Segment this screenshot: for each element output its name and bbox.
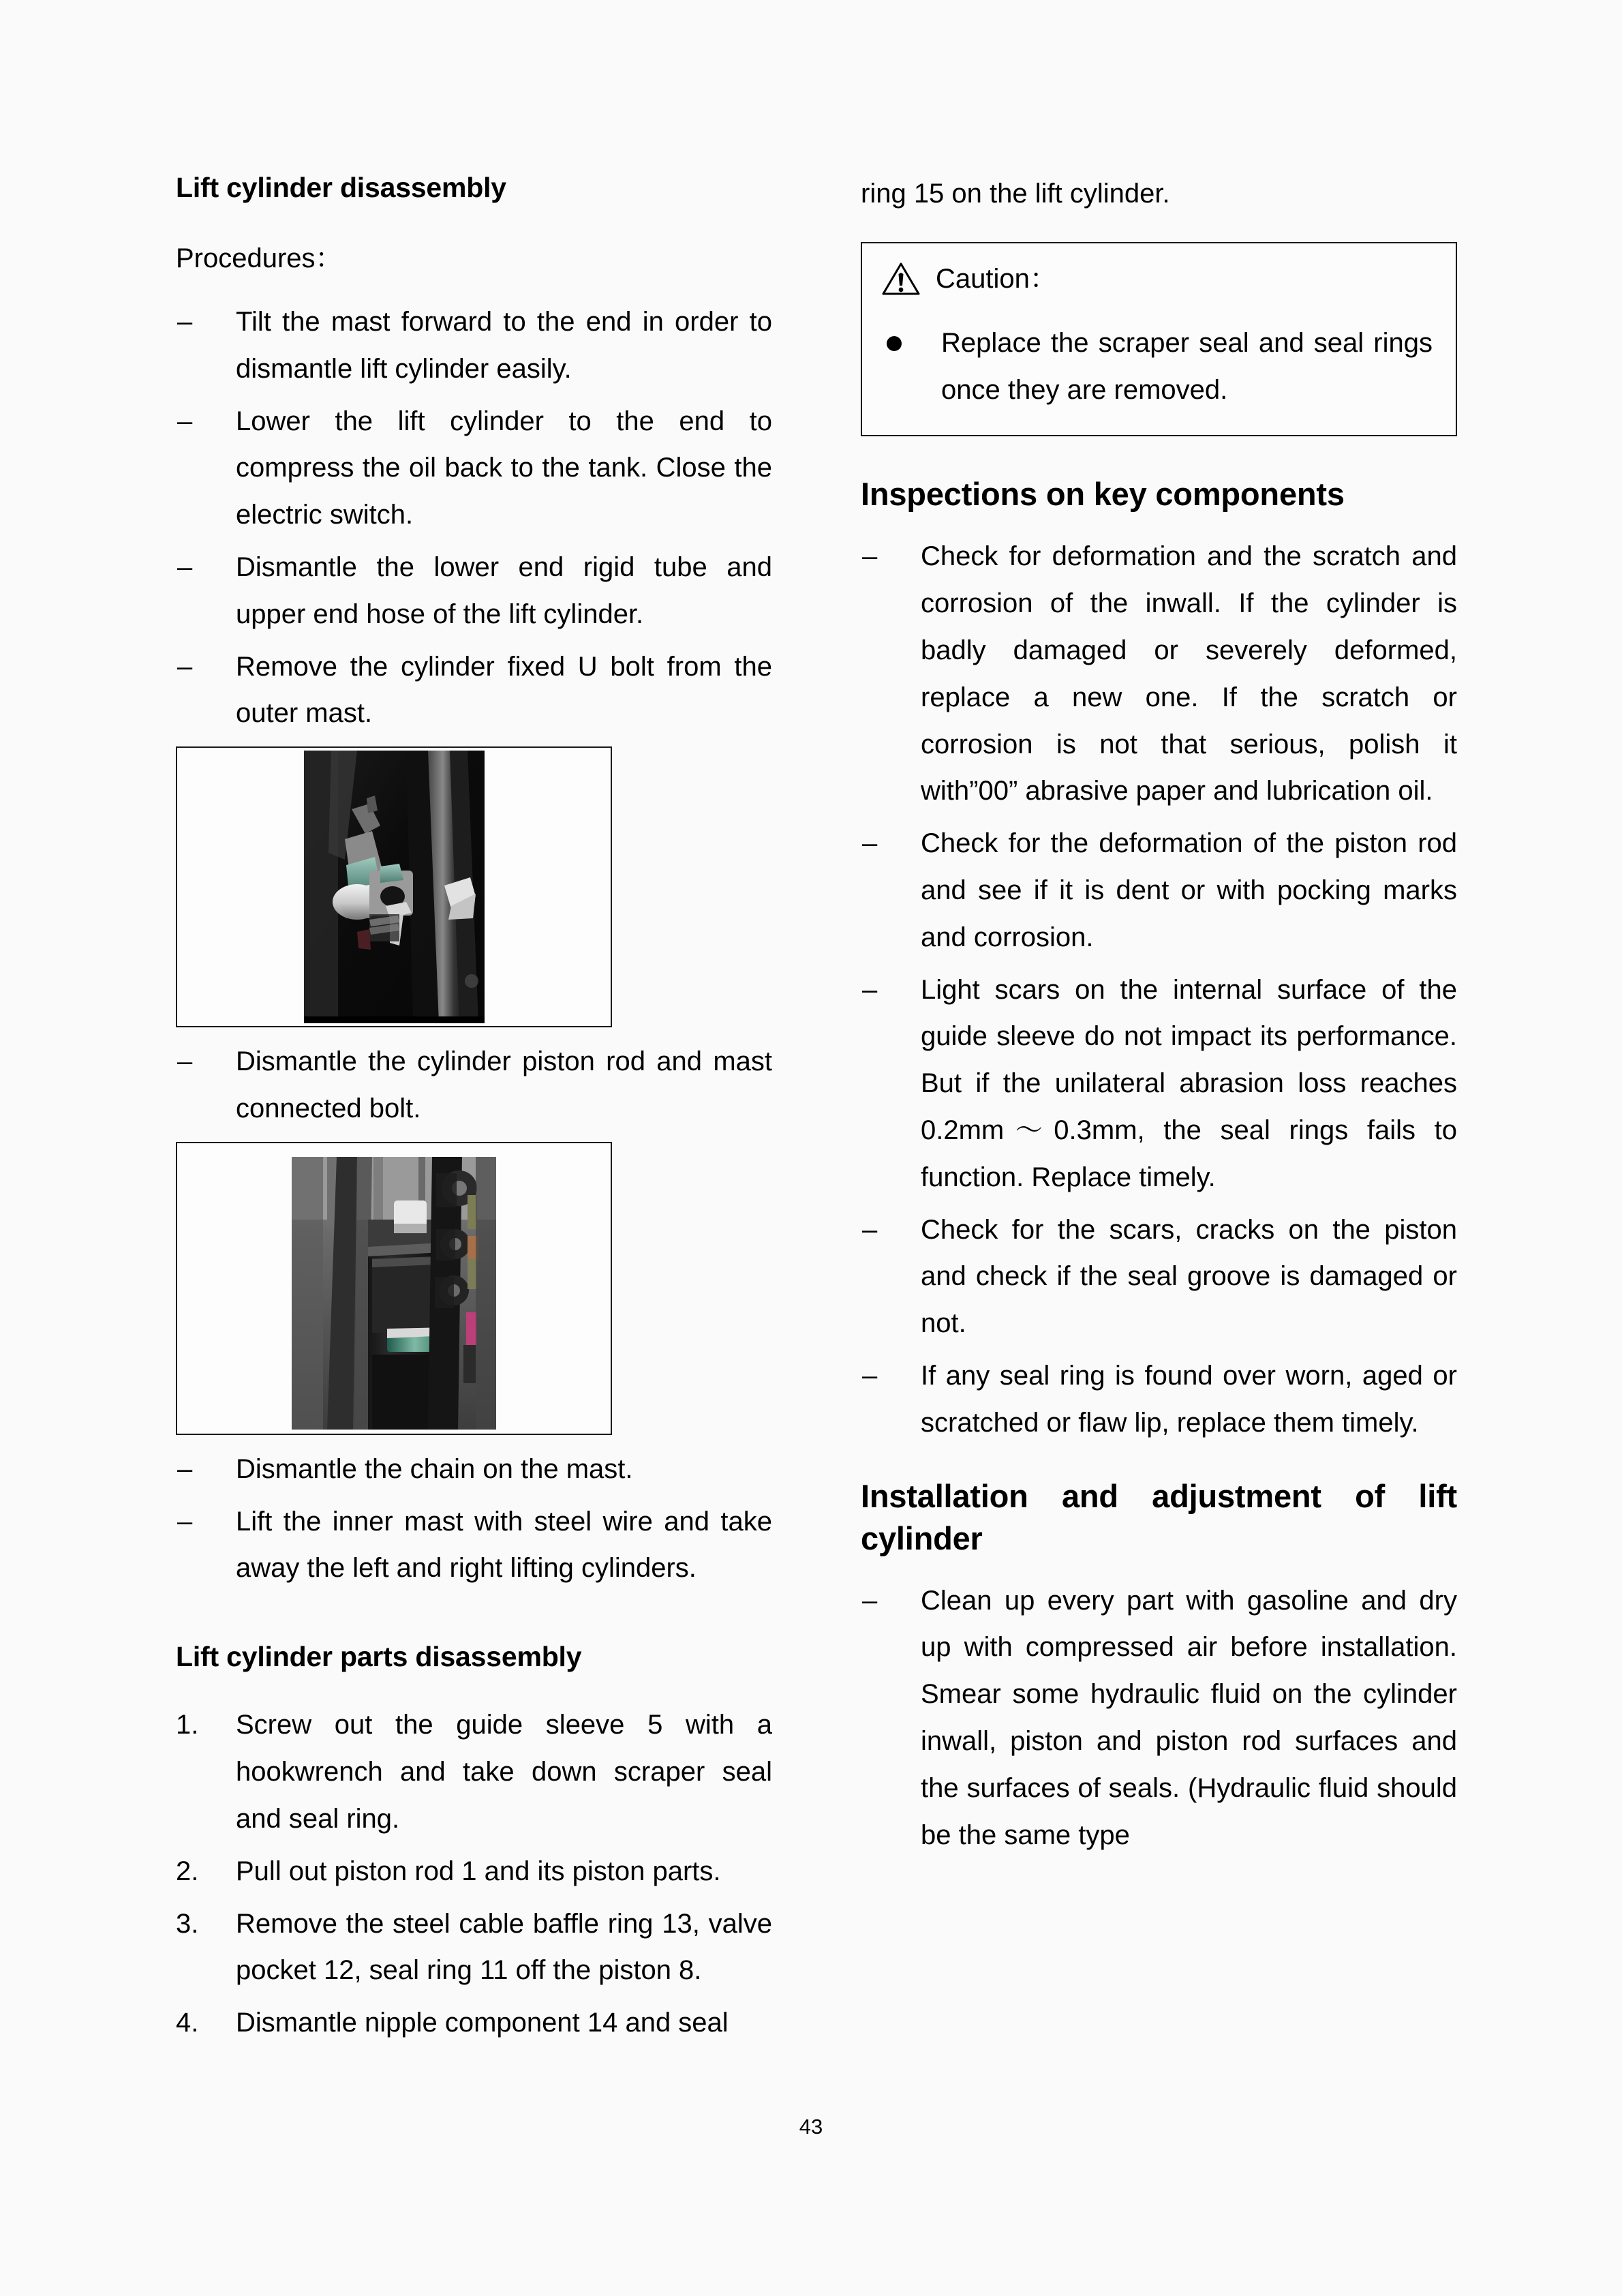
dash-marker: – <box>862 1360 878 1391</box>
list-item-text: Check for the scars, cracks on the piston and check if the seal groove is damaged or not. <box>921 1214 1457 1339</box>
page-number: 43 <box>799 2115 823 2139</box>
dash-marker: – <box>862 1585 878 1616</box>
piston-rod-mast-bolt-photo <box>292 1157 496 1430</box>
section-heading-installation-and-adjustment: Installation and adjustment of lift cylinder <box>861 1477 1457 1556</box>
dash-marker: – <box>177 552 193 583</box>
list-item <box>861 820 1457 961</box>
list-item <box>861 967 1457 1201</box>
list-item <box>176 644 772 738</box>
right-column <box>861 170 1457 2079</box>
continued-paragraph: ring 15 on the lift cylinder. <box>861 179 1170 209</box>
list-item-text: Remove the steel cable baffle ring 13, valve pocket 12, seal ring 11 off the piston 8. <box>236 1908 772 1986</box>
dash-marker: – <box>862 1214 878 1245</box>
list-item-text: If any seal ring is found over worn, aged or scratched or flaw lip, replace them timely. <box>921 1360 1457 1438</box>
figure-piston-rod-mast-bolt <box>176 1142 612 1435</box>
list-item <box>176 1848 772 1895</box>
section-spacer <box>861 1452 1457 1475</box>
parts-steps-list <box>176 1702 772 2046</box>
warning-triangle-icon <box>881 261 921 297</box>
dash-marker: – <box>862 974 878 1005</box>
left-column <box>176 170 772 2079</box>
list-item <box>176 1702 772 1842</box>
list-item <box>176 299 772 393</box>
dash-marker: – <box>177 651 193 682</box>
section-heading-lift-cylinder-disassembly: Lift cylinder disassembly <box>176 172 506 203</box>
list-item <box>861 1207 1457 1347</box>
figure-cylinder-fixed-bolt <box>176 746 612 1027</box>
list-item-text: Clean up every part with gasoline and dry up with compressed air before installation. Smear some hydraulic fluid on the cylinder inwall, piston and piston rod surfaces and the surfaces of seals. (Hydraulic fluid should be the same type <box>921 1585 1457 1850</box>
step-number: 3. <box>176 1908 199 1939</box>
section-heading-inspections-on-key-components: Inspections on key components <box>861 476 1345 513</box>
list-item <box>861 1353 1457 1447</box>
list-item <box>176 1446 772 1493</box>
cylinder-fixed-bolt-photo <box>304 751 485 1023</box>
installation-list <box>861 1577 1457 1859</box>
list-item-text: Light scars on the internal surface of the guide sleeve do not impact its performance. But if the unilateral abrasion loss reaches 0.2mm～0.3mm, the seal rings fails to function. Replace timely. <box>921 974 1457 1192</box>
caution-header <box>881 261 1433 297</box>
dash-marker: – <box>177 307 193 337</box>
caution-title: Caution： <box>936 263 1057 294</box>
list-item-text: Dismantle the lower end rigid tube and upper end hose of the lift cylinder. <box>236 552 772 629</box>
dash-marker: – <box>177 1046 193 1077</box>
procedures-list-part1 <box>176 299 772 737</box>
list-item-text: Check for the deformation of the piston rod and see if it is dent or with pocking marks and corrosion. <box>921 828 1457 952</box>
list-item-text: Screw out the guide sleeve 5 with a hookwrench and take down scraper seal and seal ring. <box>236 1710 772 1834</box>
list-item-text: Lift the inner mast with steel wire and take away the left and right lifting cylinders. <box>236 1506 772 1584</box>
list-item-text: Lower the lift cylinder to the end to compress the oil back to the tank. Close the electric switch. <box>236 406 772 530</box>
caution-box <box>861 242 1457 437</box>
step-number: 4. <box>176 2008 199 2038</box>
procedures-label: Procedures： <box>176 243 343 274</box>
list-item <box>176 398 772 539</box>
list-item <box>176 1901 772 1995</box>
list-item-text: Tilt the mast forward to the end in order to dismantle lift cylinder easily. <box>236 307 772 384</box>
list-item-text: Pull out piston rod 1 and its piston parts. <box>236 1856 721 1886</box>
procedures-list-part2 <box>176 1038 772 1132</box>
bullet-icon <box>887 336 902 351</box>
dash-marker: – <box>177 406 193 436</box>
page-content <box>176 170 1457 2079</box>
list-item-text: Check for deformation and the scratch and corrosion of the inwall. If the cylinder is badly damaged or severely deformed, replace a new one. If the scratch or corrosion is not that serious, polish it with”00” abrasive paper and lubrication oil. <box>921 541 1457 806</box>
section-spacer <box>176 1597 772 1640</box>
dash-marker: – <box>177 1506 193 1537</box>
dash-marker: – <box>177 1453 193 1484</box>
list-item <box>176 1999 772 2046</box>
section-heading-lift-cylinder-parts-disassembly: Lift cylinder parts disassembly <box>176 1641 582 1673</box>
dash-marker: – <box>862 541 878 572</box>
list-item <box>176 1498 772 1592</box>
list-item-text: Dismantle the cylinder piston rod and mast connected bolt. <box>236 1046 772 1124</box>
list-item <box>176 1038 772 1132</box>
step-number: 2. <box>176 1856 199 1886</box>
procedures-list-part3 <box>176 1446 772 1592</box>
list-item-text: Dismantle nipple component 14 and seal <box>236 2008 729 2038</box>
dash-marker: – <box>862 828 878 859</box>
list-item <box>861 1577 1457 1859</box>
list-item <box>176 544 772 638</box>
step-number: 1. <box>176 1710 199 1740</box>
caution-item <box>881 320 1433 414</box>
list-item <box>861 533 1457 815</box>
inspections-list <box>861 533 1457 1446</box>
list-item-text: Remove the cylinder fixed U bolt from the outer mast. <box>236 651 772 729</box>
list-item-text: Dismantle the chain on the mast. <box>236 1453 633 1484</box>
caution-item-text: Replace the scraper seal and seal rings once they are removed. <box>941 327 1433 405</box>
